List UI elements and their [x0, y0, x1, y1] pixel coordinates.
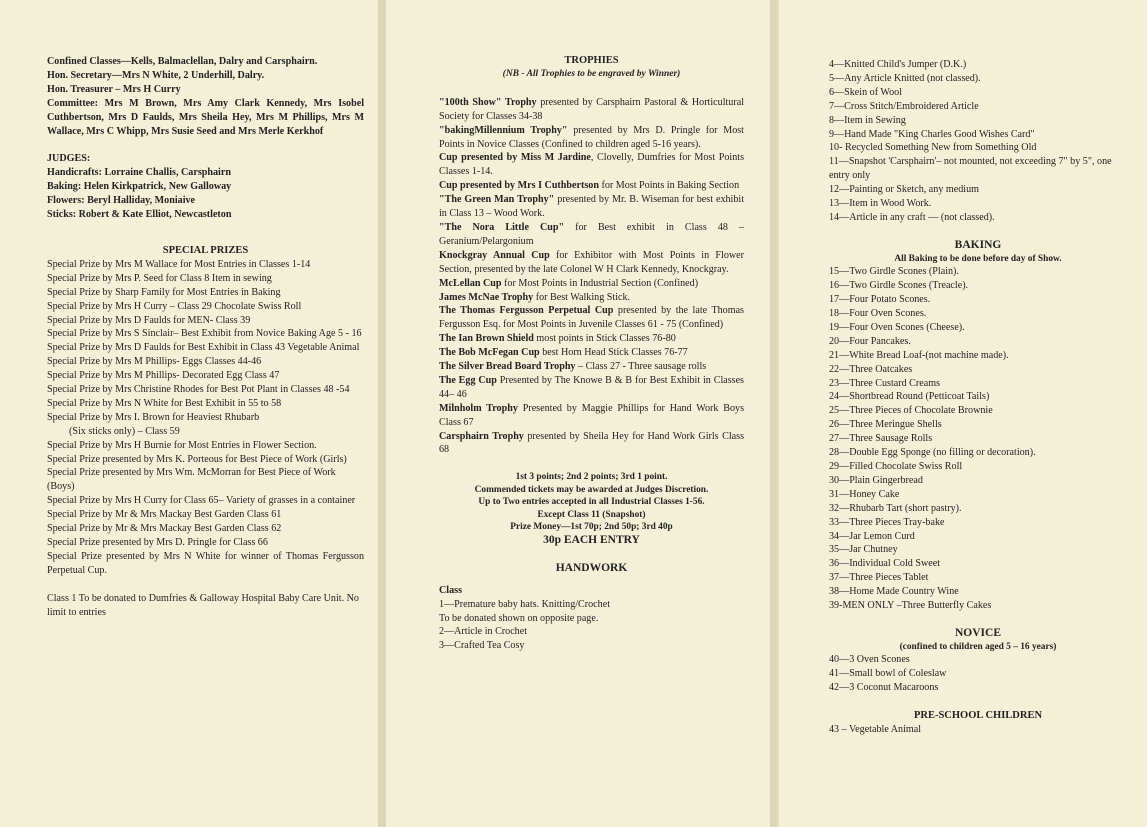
- special-prize-item: Special Prize by Mrs M Phillips- Eggs Classes 44-46: [47, 356, 262, 368]
- baking-item: 36—Individual Cold Sweet: [829, 558, 941, 570]
- special-prize-item: Special Prize by Mr & Mrs Mackay Best Garden Class 62: [47, 523, 282, 535]
- trophy-desc: best Horn Head Stick Classes 76-77: [539, 347, 688, 359]
- baking-item: 18—Four Oven Scones.: [829, 308, 927, 319]
- baking-note: All Baking to be done before day of Show.: [894, 253, 1062, 264]
- special-prize-item: Special Prize presented by Mrs D. Pringle for Class 66: [47, 537, 268, 548]
- special-prizes-list: [47, 258, 364, 578]
- baking-item: 34—Jar Lemon Curd: [829, 530, 915, 542]
- trophy-name: The Silver Bread Board Trophy: [439, 361, 576, 373]
- novice-heading: NOVICE: [954, 626, 1001, 639]
- left-panel: [0, 0, 378, 827]
- special-prize-item: Special Prize by Mrs Christine Rhodes for Best Pot Plant in Classes 48 -54: [47, 384, 350, 396]
- trophy-item: [439, 374, 744, 402]
- special-prize-item: Special Prize by Mrs H Curry – Class 29 Chocolate Swiss Roll: [47, 300, 302, 312]
- special-prize-item: Special Prize by Mrs D Faulds for Best Exhibit in Class 43 Vegetable Animal: [47, 342, 360, 354]
- baking-item: 31—Honey Cake: [829, 488, 900, 500]
- judge-item: Baking: Helen Kirkpatrick, New Galloway: [47, 181, 232, 193]
- trophy-name: Knockgray Annual Cup: [439, 249, 550, 261]
- trophy-name: "The Nora Little Cup": [439, 221, 565, 233]
- trophy-item: [439, 360, 744, 374]
- novice-list: [829, 653, 1127, 695]
- baking-item: 33—Three Pieces Tray-bake: [829, 516, 945, 528]
- trophy-item: [439, 193, 744, 221]
- trophy-desc: for Most Points in Industrial Section (Confined): [501, 277, 699, 289]
- handwork-item: 4—Knitted Child's Jumper (D.K.): [829, 59, 967, 70]
- trophy-item: [439, 96, 744, 124]
- confined-classes: Confined Classes—Kells, Balmaclellan, Dalry and Carsphairn.: [47, 56, 318, 67]
- special-prize-item: Special Prize by Mrs M Phillips- Decorated Egg Class 47: [47, 370, 280, 382]
- baking-item: 16—Two Girdle Scones (Treacle).: [829, 280, 969, 292]
- handwork-item: 9—Hand Made "King Charles Good Wishes Card": [829, 128, 1035, 140]
- handwork-item: To be donated shown on opposite page.: [439, 612, 599, 624]
- trophy-desc: most points in Stick Classes 76-80: [533, 333, 676, 345]
- trophy-item: [439, 179, 744, 193]
- special-prize-item: Special Prize by Mrs H Burnie for Most Entries in Flower Section.: [47, 439, 317, 451]
- judges-heading: JUDGES:: [47, 153, 91, 165]
- baking-item: 25—Three Pieces of Chocolate Brownie: [829, 405, 993, 417]
- baking-item: 32—Rhubarb Tart (short pastry).: [829, 502, 962, 514]
- preschool-heading: PRE-SCHOOL CHILDREN: [913, 710, 1043, 722]
- rule-line: Prize Money—1st 70p; 2nd 50p; 3rd 40p: [510, 522, 673, 533]
- novice-item: 41—Small bowl of Coleslaw: [829, 668, 947, 680]
- trophy-item: [439, 124, 744, 152]
- preschool-item: 43 – Vegetable Animal: [829, 723, 922, 735]
- middle-panel: [386, 0, 770, 827]
- trophy-desc: for Exhibitor with Most Points in Flower Section, presented by the late Colonel W H Clark Kennedy, Knockgray.: [439, 249, 744, 275]
- trophy-desc: presented by Mrs D. Pringle for Most Points in Novice Classes (Confined to children aged 5-16 years).: [439, 124, 744, 150]
- handwork-item: 13—Item in Wood Work.: [829, 198, 932, 210]
- trophy-name: Cup presented by Miss M Jardine: [439, 152, 591, 164]
- baking-item: 35—Jar Chutney: [829, 544, 898, 556]
- trophy-item: [439, 402, 744, 430]
- handwork-continued-list: [829, 58, 1127, 225]
- handwork-item: 3—Crafted Tea Cosy: [439, 640, 525, 652]
- handwork-item: 8—Item in Sewing: [829, 114, 906, 126]
- rule-line: Up to Two entries accepted in all Industrial Classes 1-56.: [478, 497, 705, 508]
- trophy-item: [439, 249, 744, 277]
- rule-line: Except Class 11 (Snapshot): [537, 509, 646, 520]
- baking-item: 27—Three Sausage Rolls: [829, 433, 933, 445]
- handwork-heading: HANDWORK: [555, 561, 628, 574]
- trophy-desc: presented by Carsphairn Pastoral & Horticultural Society for Classes 34-38: [439, 96, 744, 122]
- trophy-name: McLellan Cup: [439, 277, 502, 289]
- trophy-desc: Presented by The Knowe B & B for Best Exhibit in Classes 44– 46: [439, 374, 744, 400]
- judges-list: [47, 166, 364, 222]
- trophy-item: [439, 151, 744, 179]
- fold-left: [378, 0, 386, 827]
- special-prize-item: Special Prize by Sharp Family for Most Entries in Baking: [47, 286, 281, 298]
- judge-item: Flowers: Beryl Halliday, Moniaive: [47, 195, 196, 207]
- special-prize-item: Special Prize by Mrs M Wallace for Most Entries in Classes 1-14: [47, 258, 311, 270]
- trophy-name: Cup presented by Mrs I Cuthbertson: [439, 180, 599, 192]
- class-label: Class: [439, 584, 462, 596]
- judge-item: Sticks: Robert & Kate Elliot, Newcastleton: [47, 209, 232, 221]
- trophy-name: The Thomas Fergusson Perpetual Cup: [439, 305, 614, 317]
- baking-item: 20—Four Pancakes.: [829, 335, 911, 347]
- trophy-name: The Ian Brown Shield: [439, 333, 534, 345]
- trophy-desc: presented by Mr. B. Wiseman for best exhibit in Class 13 – Wood Work.: [439, 194, 745, 220]
- rule-line: 1st 3 points; 2nd 2 points; 3rd 1 point.: [515, 472, 668, 483]
- points-rules: [439, 471, 744, 534]
- baking-item: 29—Filled Chocolate Swiss Roll: [829, 460, 963, 472]
- baking-item: 28—Double Egg Sponge (no filling or decoration).: [829, 447, 1036, 459]
- rhubarb-note: (Six sticks only) – Class 59: [69, 425, 180, 437]
- trophy-item: [439, 430, 744, 458]
- baking-list: [829, 265, 1127, 613]
- special-prize-item: Special Prize presented by Mrs K. Porteous for Best Piece of Work (Girls): [47, 453, 347, 465]
- trophy-name: Carsphairn Trophy: [439, 430, 524, 442]
- baking-item: 22—Three Oatcakes: [829, 363, 913, 375]
- trophy-item: [439, 277, 744, 291]
- trophy-item: [439, 346, 744, 360]
- trophy-desc: Presented by Maggie Phillips for Hand Work Boys Class 67: [439, 402, 744, 428]
- special-prize-item: Special Prize by Mrs I. Brown for Heaviest Rhubarb: [47, 411, 260, 423]
- rule-line: Commended tickets may be awarded at Judges Discretion.: [474, 484, 709, 495]
- baking-item: 15—Two Girdle Scones (Plain).: [829, 266, 959, 278]
- trophy-name: The Bob McFegan Cup: [439, 347, 540, 359]
- baking-item: 21—White Bread Loaf-(not machine made).: [829, 349, 1009, 361]
- committee: Committee: Mrs M Brown, Mrs Amy Clark Kennedy, Mrs Isobel Cuthbertson, Mrs D Faulds, Mrs Sheila Hey, Mrs M Phillips, Mrs M Wallace, Mrs C Whipp, Mrs Susie Seed and Mrs Merle Kerkhof: [47, 97, 364, 137]
- handwork-item: 2—Article in Crochet: [439, 626, 528, 638]
- judge-item: Handicrafts: Lorraine Challis, Carsphairn: [47, 167, 231, 179]
- novice-item: 40—3 Oven Scones: [829, 654, 910, 666]
- special-prize-item: Special Prize by Mrs P. Seed for Class 8 Item in sewing: [47, 272, 272, 284]
- trophy-item: [439, 291, 744, 305]
- trophy-name: The Egg Cup: [439, 374, 497, 386]
- hon-treasurer: Hon. Treasurer – Mrs H Curry: [47, 83, 181, 95]
- special-prizes-heading: SPECIAL PRIZES: [162, 244, 249, 256]
- trophies-note: (NB - All Trophies to be engraved by Winner): [502, 68, 681, 79]
- special-prize-item: Special Prize presented by Mrs Wm. McMorran for Best Piece of Work (Boys): [47, 467, 336, 493]
- baking-item: 17—Four Potato Scones.: [829, 294, 931, 306]
- handwork-item: 11—Snapshot 'Carsphairn'– not mounted, not exceeding 7" by 5", one entry only: [829, 156, 1112, 182]
- baking-heading: BAKING: [954, 238, 1002, 251]
- trophy-item: [439, 332, 744, 346]
- handwork-item: 12—Painting or Sketch, any medium: [829, 184, 979, 196]
- trophy-desc: , Clovelly, Dumfries for Most Points Classes 1-14.: [439, 152, 745, 178]
- trophy-item: [439, 304, 744, 332]
- baking-item: 39-MEN ONLY –Three Butterfly Cakes: [829, 600, 992, 612]
- special-prize-item: Special Prize by Mr & Mrs Mackay Best Garden Class 61: [47, 509, 282, 521]
- trophy-name: James McNae Trophy: [439, 291, 534, 303]
- trophy-desc: for Best exhibit in Class 48 – Geranium/Pelargonium: [439, 221, 745, 247]
- trophy-name: "The Green Man Trophy": [439, 194, 555, 206]
- trophy-desc: – Class 27 - Three sausage rolls: [575, 361, 707, 373]
- handwork-item: 5—Any Article Knitted (not classed).: [829, 72, 981, 84]
- handwork-item: 6—Skein of Wool: [829, 86, 903, 98]
- novice-note: (confined to children aged 5 – 16 years): [899, 641, 1057, 652]
- special-prize-item: Special Prize presented by Mrs N White for winner of Thomas Fergusson Perpetual Cup.: [47, 550, 364, 576]
- special-prize-item: Special Prize by Mrs D Faulds for MEN- Class 39: [47, 314, 251, 326]
- trophy-desc: presented by Sheila Hey for Hand Work Girls Class 68: [439, 430, 744, 456]
- trophy-desc: presented by the late Thomas Fergusson Esq. for Most Points in Juvenile Classes 61 - 75 (Confined): [439, 305, 744, 331]
- baking-item: 38—Home Made Country Wine: [829, 586, 959, 598]
- baking-item: 37—Three Pieces Tablet: [829, 572, 929, 584]
- entry-fee: 30p EACH ENTRY: [543, 533, 640, 546]
- handwork-list: [439, 598, 744, 654]
- trophies-heading: TROPHIES: [564, 55, 619, 66]
- fold-right: [770, 0, 778, 827]
- handwork-item: 10- Recycled Something New from Something Old: [829, 142, 1037, 154]
- handwork-item: 1—Premature baby hats. Knitting/Crochet: [439, 598, 610, 610]
- trophy-item: [439, 221, 744, 249]
- novice-item: 42—3 Coconut Macaroons: [829, 682, 939, 694]
- preschool-list: [829, 723, 1127, 737]
- handwork-item: 7—Cross Stitch/Embroidered Article: [829, 100, 979, 112]
- special-prize-item: Special Prize by Mrs H Curry for Class 65– Variety of grasses in a container: [47, 495, 356, 507]
- baking-item: 26—Three Meringue Shells: [829, 419, 942, 431]
- special-prize-item: Special Prize by Mrs N White for Best Exhibit in 55 to 58: [47, 397, 282, 409]
- special-prize-item: Special Prize by Mrs S Sinclair– Best Exhibit from Novice Baking Age 5 - 16: [47, 328, 362, 340]
- baking-item: 23—Three Custard Creams: [829, 377, 941, 389]
- trophy-desc: for Best Walking Stick.: [533, 291, 631, 303]
- baking-item: 24—Shortbread Round (Petticoat Tails): [829, 391, 990, 403]
- baking-item: 30—Plain Gingerbread: [829, 474, 923, 486]
- class1-note: Class 1 To be donated to Dumfries & Galloway Hospital Baby Care Unit. No limit to entries: [47, 592, 359, 618]
- trophy-name: Milnholm Trophy: [439, 402, 518, 414]
- hon-secretary: Hon. Secretary—Mrs N White, 2 Underhill, Dalry.: [47, 69, 265, 81]
- handwork-item: 14—Article in any craft — (not classed).: [829, 211, 995, 223]
- trophy-desc: for Most Points in Baking Section: [598, 180, 740, 192]
- trophy-name: "bakingMillennium Trophy": [439, 124, 568, 136]
- trophies-list: [439, 96, 744, 458]
- trophy-name: "100th Show" Trophy: [439, 96, 537, 108]
- baking-item: 19—Four Oven Scones (Cheese).: [829, 321, 965, 333]
- right-panel: [779, 0, 1147, 827]
